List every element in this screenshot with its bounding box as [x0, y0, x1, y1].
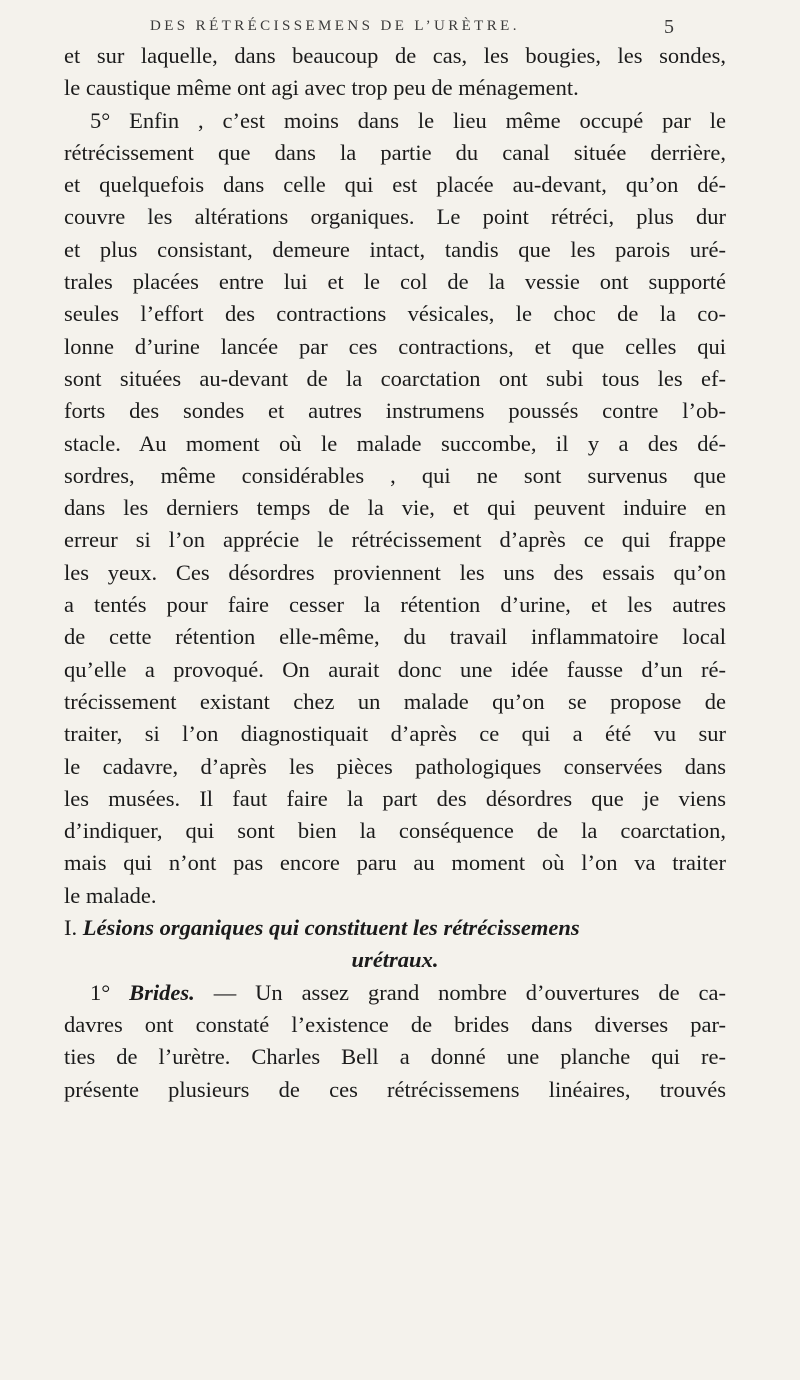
text-line: sordres, même considérables , qui ne sont survenus que: [64, 462, 726, 488]
text-line: rétrécissement que dans la partie du canal située derrière,: [64, 139, 726, 165]
text-line: sont situées au-devant de la coarctation ont subi tous les ef-: [64, 365, 726, 391]
text-line: le malade.: [64, 882, 157, 908]
item-lead: Brides.: [129, 979, 195, 1005]
text-line: [64, 977, 726, 1009]
text-line: le caustique même ont agi avec trop peu de ménagement.: [64, 75, 579, 101]
text-line: qu’elle a provoqué. On aurait donc une idée fausse d’un ré-: [64, 656, 726, 682]
section-number: I.: [64, 915, 78, 941]
section-title-continued: urétraux.: [351, 947, 439, 973]
item-text: — Un assez grand nombre d’ouvertures de ca-: [213, 979, 727, 1005]
text-line: les yeux. Ces désordres proviennent les uns des essais qu’on: [64, 559, 726, 585]
text-line: trécissement existant chez un malade qu’on se propose de: [64, 688, 726, 714]
text-line: couvre les altérations organiques. Le point rétréci, plus dur: [64, 204, 726, 230]
text-line: d’indiquer, qui sont bien la conséquence de la coarctation,: [64, 818, 726, 844]
section-title: Lésions organiques qui constituent les rétrécissemens: [82, 915, 580, 941]
text-line: dans les derniers temps de la vie, et qui peuvent induire en: [64, 495, 726, 521]
text-line: seules l’effort des contractions vésicales, le choc de la co-: [64, 301, 726, 327]
text-line: présente plusieurs de ces rétrécissemens linéaires, trouvés: [64, 1076, 726, 1102]
text-line: et plus consistant, demeure intact, tandis que les parois uré-: [64, 236, 726, 262]
text-line: traiter, si l’on diagnostiquait d’après ce qui a été vu sur: [64, 721, 726, 747]
item-number: 1°: [90, 979, 111, 1005]
text-line: lonne d’urine lancée par ces contractions, et que celles qui: [64, 333, 726, 359]
text-line: stacle. Au moment où le malade succombe, il y a des dé-: [64, 430, 726, 456]
text-line: et quelquefois dans celle qui est placée au-devant, qu’on dé-: [64, 172, 726, 198]
text-line: mais qui n’ont pas encore paru au moment où l’on va traiter: [64, 850, 726, 876]
text-line: et sur laquelle, dans beaucoup de cas, les bougies, les sondes,: [64, 43, 726, 68]
section-heading: [64, 912, 726, 944]
text-line: davres ont constaté l’existence de brides dans diverses par-: [64, 1011, 726, 1037]
text-line: forts des sondes et autres instrumens poussés contre l’ob-: [64, 398, 726, 424]
text-line: les musées. Il faut faire la part des désordres que je viens: [64, 785, 726, 811]
text-line: a tentés pour faire cesser la rétention d’urine, et les autres: [64, 592, 726, 618]
running-title: DES RÉTRÉCISSEMENS DE L’URÈTRE.: [150, 18, 520, 34]
text-line: ties de l’urètre. Charles Bell a donné une planche qui re-: [64, 1044, 726, 1070]
body-text: [64, 40, 726, 1106]
text-line: 5° Enfin , c’est moins dans le lieu même occupé par le: [90, 107, 726, 133]
text-line: trales placées entre lui et le col de la vessie ont supporté: [64, 269, 726, 295]
text-line: le cadavre, d’après les pièces pathologiques conservées dans: [64, 753, 726, 779]
page-number: 5: [664, 16, 674, 38]
text-line: de cette rétention elle-même, du travail inflammatoire local: [64, 624, 726, 650]
text-line: erreur si l’on apprécie le rétrécissement d’après ce qui frappe: [64, 527, 726, 553]
